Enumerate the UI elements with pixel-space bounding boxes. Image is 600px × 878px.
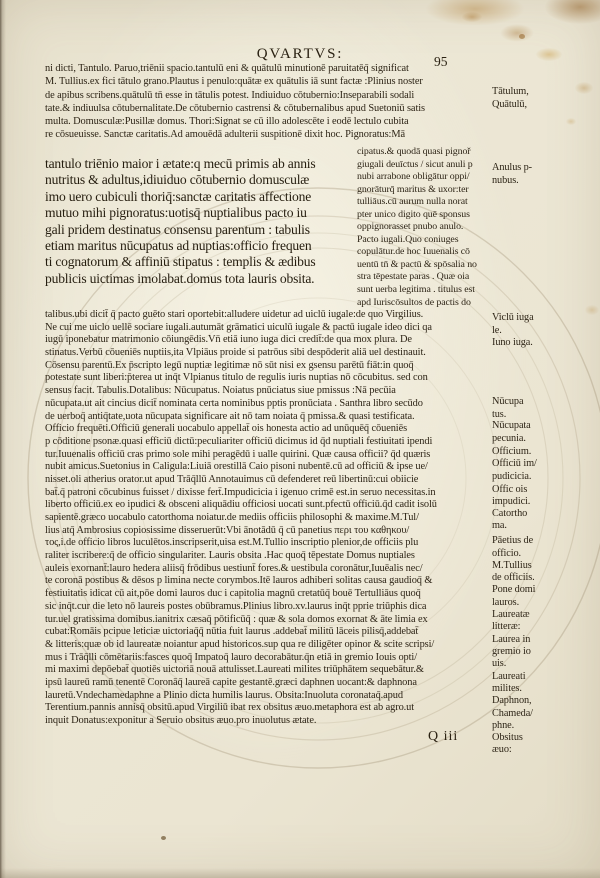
lemma-line: nutritus & adultus,idiuiduo cōtubernio domusculæ xyxy=(45,172,310,188)
margin-note: pecunia. xyxy=(492,433,526,444)
margin-note: Quātulū, xyxy=(492,99,527,110)
gloss-line: giugali deuīctus / sicut anuli p xyxy=(357,158,473,170)
gloss-line: gnorāturq̄ maritus & uxor:ter xyxy=(357,183,469,195)
margin-note: Officiū im/ xyxy=(492,458,537,469)
text-line: tur.uel gratissima domibus.ianitrix cæsaq̄ pōtificūq̄ : quæ & sola domos exornat & āte limia ex xyxy=(45,613,428,625)
margin-note: milites. xyxy=(492,683,522,694)
text-line: tur.Iuuenalis officiū cras primo sole mihi peragēdū i ualle quirini. Quæ causa officii? q̄d quæris xyxy=(45,448,431,460)
foxing-stain xyxy=(575,82,593,94)
margin-note: litteræ: xyxy=(492,621,521,632)
text-line: τος,i.de officio libros luculētos.inscripserit,uisa est.M.Tullio inscriptio plenior,de officiis plu xyxy=(45,537,419,549)
foxing-speck xyxy=(161,836,166,840)
text-line: stinatus.Verbū cōueniēs nuptiis,ita Vlpiāus proide si patrōus sibi despōderit aliā uel destinauit. xyxy=(45,347,426,359)
foxing-stain xyxy=(545,0,600,24)
lemma-line: imo uero cubiculi thoriq̄:sanctæ caritatis affectione xyxy=(45,188,312,204)
margin-note: impudici. xyxy=(492,496,531,507)
text-line: sic inq̄t.cur die leto nō laureis postes obūbramus.Plinius libro.xv.laurus inq̄t pprie triūphis dica xyxy=(45,600,427,612)
text-line: nisset.oli atherius orator.ut apud Trāq̄llū Annotauimus cū defenderet reū libertinū:cui obiicie xyxy=(45,473,419,485)
gloss-line: Pacto iugali.Quo coniuges xyxy=(357,233,459,245)
lemma-line: tantulo triēnio maior i ætate:q mecū primis ab annis xyxy=(45,156,316,171)
text-line: sensus facit. Tabulis.Dotalibus: Nūcupatus. Noiatus pnūciatus siue pmissus :Nā pecūia xyxy=(45,385,396,397)
margin-note: M.Tullius xyxy=(492,560,532,571)
foxing-stain xyxy=(500,24,534,42)
foxing-speck xyxy=(519,34,525,39)
margin-note: Pone domi xyxy=(492,584,536,595)
margin-note: Anulus p- xyxy=(492,162,533,173)
margin-note: Laurea in xyxy=(492,634,531,645)
text-line: lauretū.Vndechamedaphne a Plinio dicta humilis laurus. Obsita:Inuoluta coronataq̄.apud xyxy=(45,689,403,701)
text-line: mi maximi depōebat̄ quotiēs uictoriā nouā attulisset.Laureati milites triūphātem sequebātur.& xyxy=(45,664,424,676)
text-line: potestate sunt liberi:p̄terea ut inq̄t Vlpianus titulo de regulis iuris nuptias nō cōcubitus. sed con xyxy=(45,372,428,384)
gloss-line: tulliāus.cū aurum nulla norat xyxy=(357,196,468,208)
margin-note: Chameda/ xyxy=(492,708,533,719)
margin-note: de officiis. xyxy=(492,572,535,583)
main-commentary-block xyxy=(45,309,495,728)
margin-note: Laureatæ xyxy=(492,609,530,620)
foxing-stain xyxy=(585,305,599,315)
text-line: talibus.ubi dicit̄ q̄ pacto guēto stari oportebit:alludere uidetur ad uiclū iugale:de quo Virgilius. xyxy=(45,309,424,320)
text-line: bat̄.q̄ patroni cōcubinus fuisset / dixisse fert̄.Impudicicia i igenuo crimē est.in seruo necessitas.in xyxy=(45,486,436,498)
text-line: de uerboq̄ antiq̄tate,uota nūcupata significare ait nō tam noiata q̄ pmissa.& quasi testificata. xyxy=(45,410,415,422)
margin-note: Pāetius de xyxy=(492,535,534,546)
foxing-stain xyxy=(462,12,482,22)
margin-note: Viclū iuga xyxy=(492,312,534,323)
text-line: cubat:Romāis pcipue leticiæ uictoriaq̄q̄ nūtia fuit laurus .addebat̄ militū lāceis pilisq̄,addebat̄ xyxy=(45,626,419,638)
signature-mark: Q iii xyxy=(428,729,459,744)
margin-note: phne. xyxy=(492,720,515,731)
margin-note: tus. xyxy=(492,409,507,420)
text-line: ni dicti, Tantulo. Paruo,triēnii spacio.tantulū eni & quātulū minutionē paruitatēq̄ significat xyxy=(45,63,409,74)
text-line: p cōditione psonæ.quasi efficiū dictū:peculiariter officiū dicimus id q̄d nuptiali festiuitati ipendi xyxy=(45,435,433,447)
lemma-line: publicis uictimas imolabat.domus tota lauris obsita. xyxy=(45,270,315,286)
margin-note: Nūcupata xyxy=(492,420,531,431)
page-bottom-edge xyxy=(0,868,600,878)
margin-note: Nūcupa xyxy=(492,396,524,407)
foxing-stain xyxy=(536,48,562,61)
intro-commentary-block xyxy=(45,62,495,142)
margin-note: Laureati xyxy=(492,671,526,682)
margin-note: officio. xyxy=(492,548,522,559)
gloss-line: uentū tn̄ & pactū & spōsalia no xyxy=(357,258,477,270)
margin-note: pudicicia. xyxy=(492,471,532,482)
text-line: iugū iponebatur matrimonio cōiungēdis.Vn̄ etiā iuno iuga dici credit̄:de qua mox plura. De xyxy=(45,334,412,346)
lemma-line: etiam maritus nūcupatus ad nuptias:officio frequen xyxy=(45,238,312,254)
page-gutter-edge xyxy=(0,0,6,878)
text-line: Ne cui me uiclo uellē sociare iugali.autumāt grāmatici uiculū iugale & pactū iugale ideo dici qa xyxy=(45,321,432,333)
margin-note: le. xyxy=(492,325,502,336)
margin-note: æuo: xyxy=(492,744,512,755)
text-line: festiuitatis idicat cū ait,pōe domi lauros duc i capitolia magnū cretatūq̄ bouē Tertulliāus quoq̄ xyxy=(45,588,421,600)
gloss-line: pter unico digito quē sponsus xyxy=(357,208,470,220)
text-line: de apibus scribens.quātulū tn̄ esse in tātulis potest. Indiuiduo cōtubernio:Inseparabili sodali xyxy=(45,89,415,101)
gloss-line: sunt uerba legitima . titulus est xyxy=(357,284,475,296)
lemma-line: ti cognatorum & affiniū stipatus : templis & ædibus xyxy=(45,254,316,270)
text-line: re cōsueuisse. Sanctæ caritatis.Ad amouēdā adulterii suspitionē dixit hoc. Pignoratus:Mā xyxy=(45,129,405,141)
margin-note: uis. xyxy=(492,658,507,669)
lemma-line: mutuo mihi pignoratus:uotisq̄ nuptialibus pacto iu xyxy=(45,205,307,221)
gloss-line: copulātur.de hoc Iuuenalis cō xyxy=(357,246,470,258)
text-line: sapientē.græco uocabulo catorthoma noiatur.de mediis officiis philosophi & maxime.M.Tul/ xyxy=(45,512,419,523)
text-line: nubit amicus.Suetonius in Caligula:Liuiā orestillā Caio pisoni nubentē.cū ad officiū & ipse ue/ xyxy=(45,461,428,473)
gloss-line: cipatus.& quodā quasi pignoř xyxy=(357,146,471,157)
text-line: inquit Donatus:exponitur a Seruio obsitus æuo.pro inuolutus ætate. xyxy=(45,715,317,726)
foxing-stain xyxy=(425,0,525,26)
margin-note: Catortho xyxy=(492,508,528,519)
text-line: tate.& indiuulsa cōtubernalitate.De cōtubernio castrensi & cōtubernalibus apud Suetoniū satis xyxy=(45,102,425,114)
text-line: & litteris:quæ ob id laureatæ noiantur apud historicos.sup qua re diligēter opinor & scite scripsi/ xyxy=(45,638,435,650)
margin-note: Iuno iuga. xyxy=(492,337,533,348)
margin-note: Tātulum, xyxy=(492,86,529,97)
lemma-text-block xyxy=(45,156,353,287)
margin-note: Daphnon, xyxy=(492,695,532,706)
text-line: Officio frequēti.Officiū generali uocabulo appellat̄ ois honesta actio ad unūquēq̄ cōueniēs xyxy=(45,423,408,435)
gloss-line: oppignorasset pnubo anulo. xyxy=(357,221,464,233)
text-line: multa. Domusculæ:Pusillæ domus. Thori:Signat se cū illo adolescēte i eodē lectulo cubita xyxy=(45,116,409,128)
text-line: te coronā postibus & dēsos p limina necte corymbos.Itē lauros adhiberi solitas causa gaudioq̄ & xyxy=(45,575,433,587)
margin-note: Obsitus xyxy=(492,732,523,743)
margin-note: ma. xyxy=(492,520,507,531)
text-line: mus i Trāq̄lli cōmētariis:fasces quoq̄ Impatoq̄ lauro decorabātur.q̄n etiā in gremio Iouis opti/ xyxy=(45,651,418,663)
margin-note: Officium. xyxy=(492,446,532,457)
lemma-line: gali pridem destinatus consensu parentum : tabulis xyxy=(45,221,310,237)
foxing-stain xyxy=(566,118,576,125)
text-line: lius atq̄ Ambrosius copiosissime disseruerūt:Vbi ānotādū q̄ cū panetius περι του καθηκου/ xyxy=(45,524,410,536)
text-line: Terentium.pannis annisq̄ obsitū.apud Virgiliū ibat rex obsitus æuo.metaphora est ab agro.ut xyxy=(45,702,415,714)
text-line: ipsū laureū ramū tenentē Coronāq̄ laureā capite gestantē.græci daphnen uocant:& daphnona xyxy=(45,676,417,688)
margin-note: nubus. xyxy=(492,175,519,186)
text-line: auleis exornant̄:lauro hedera aliisq̄ frōdibus uestiunt̄ fores.& uestibula coronātur,Iuuēalis nec/ xyxy=(45,562,423,574)
running-header: QVARTVS: xyxy=(256,46,344,62)
text-line: Cōsensu parentū.Ex p̄scripto legū nuptiæ legitimæ nō sūt nisi ex gsensu parētū fiāt:in quoq̄ xyxy=(45,359,414,371)
margin-note: gremio io xyxy=(492,646,531,657)
text-line: nūcupata.ut ait cincius dicit̄ nominata certa nominibus pptis pronūciata . Santhra libro secūdo xyxy=(45,397,423,409)
page-number: 95 xyxy=(434,54,448,69)
gloss-line: nubi arrabone obligātur oppi/ xyxy=(357,171,470,183)
gloss-line: stra tēpestate paras . Quæ oia xyxy=(357,271,470,283)
gloss-column xyxy=(357,146,493,309)
gloss-line: apd Iuriscōsultos de pactis do xyxy=(357,296,471,308)
margin-note: lauros. xyxy=(492,597,520,608)
text-line: raliter iscribere:q̄ de officio singulariter. Lauris obsita .Hac quoq̄ tēpestate Domus nuptiales xyxy=(45,550,415,562)
margin-note: Offic ois xyxy=(492,484,528,495)
text-line: M. Tullius.ex fici tātulo grano.Plautus i penulo:quātæ ex quātulis iā sunt factæ :Plinius noster xyxy=(45,76,423,88)
text-line: liberto officiū.ex eo ipudici & obsceni aliquādiu officiosi uocati sunt.pfectū officiū.q̄d cadit isolū xyxy=(45,499,437,511)
